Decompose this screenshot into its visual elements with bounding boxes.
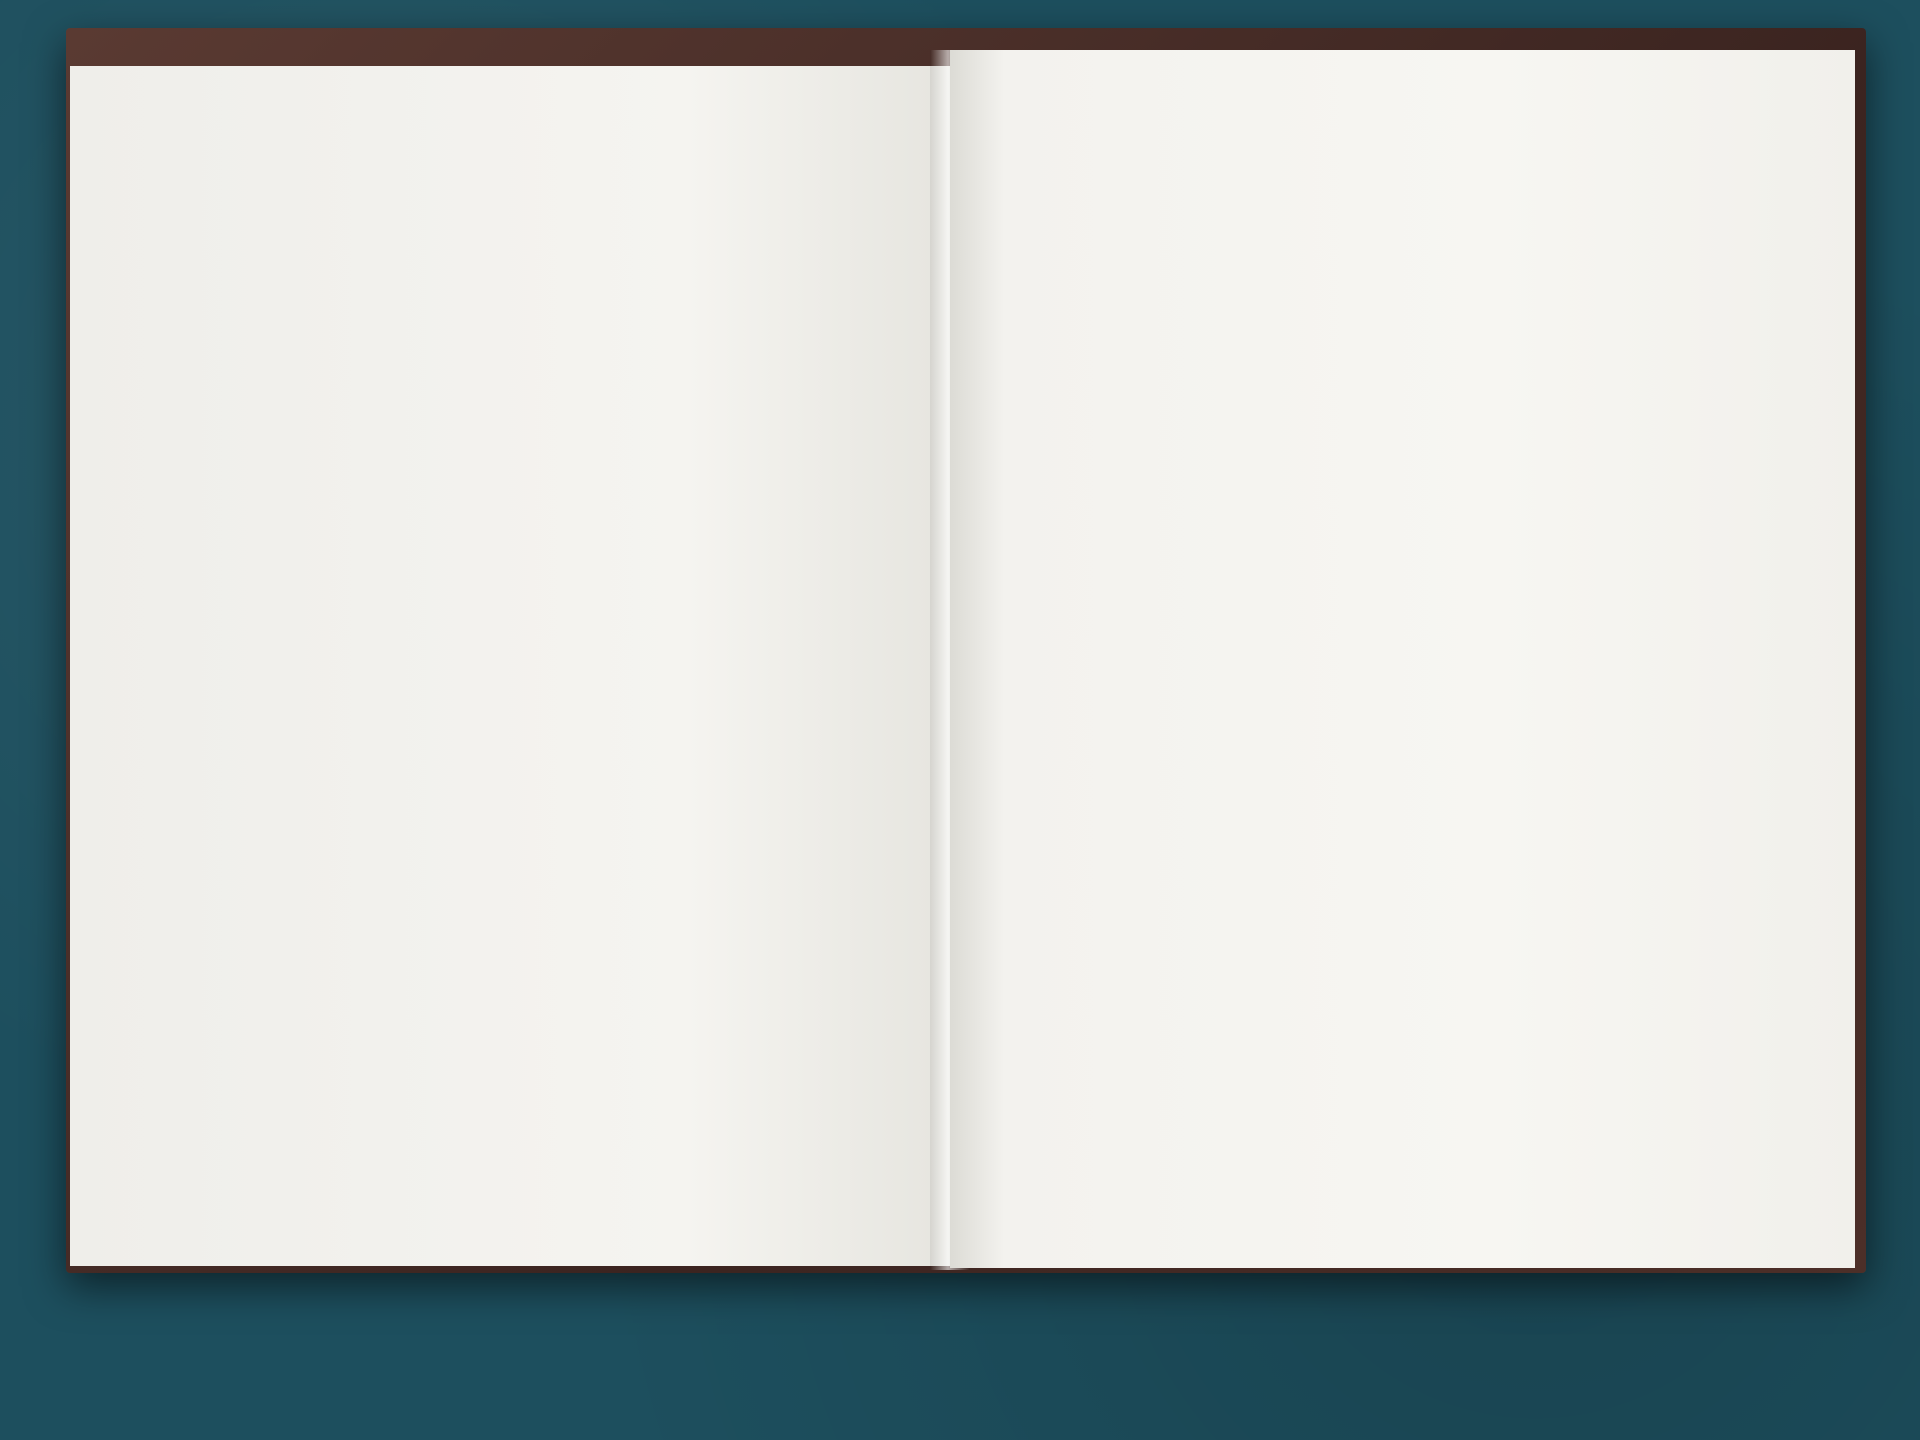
edition-parts bbox=[70, 308, 950, 327]
edition-3 bbox=[70, 308, 950, 327]
left-page bbox=[70, 66, 950, 1266]
right-page bbox=[950, 50, 1855, 1268]
